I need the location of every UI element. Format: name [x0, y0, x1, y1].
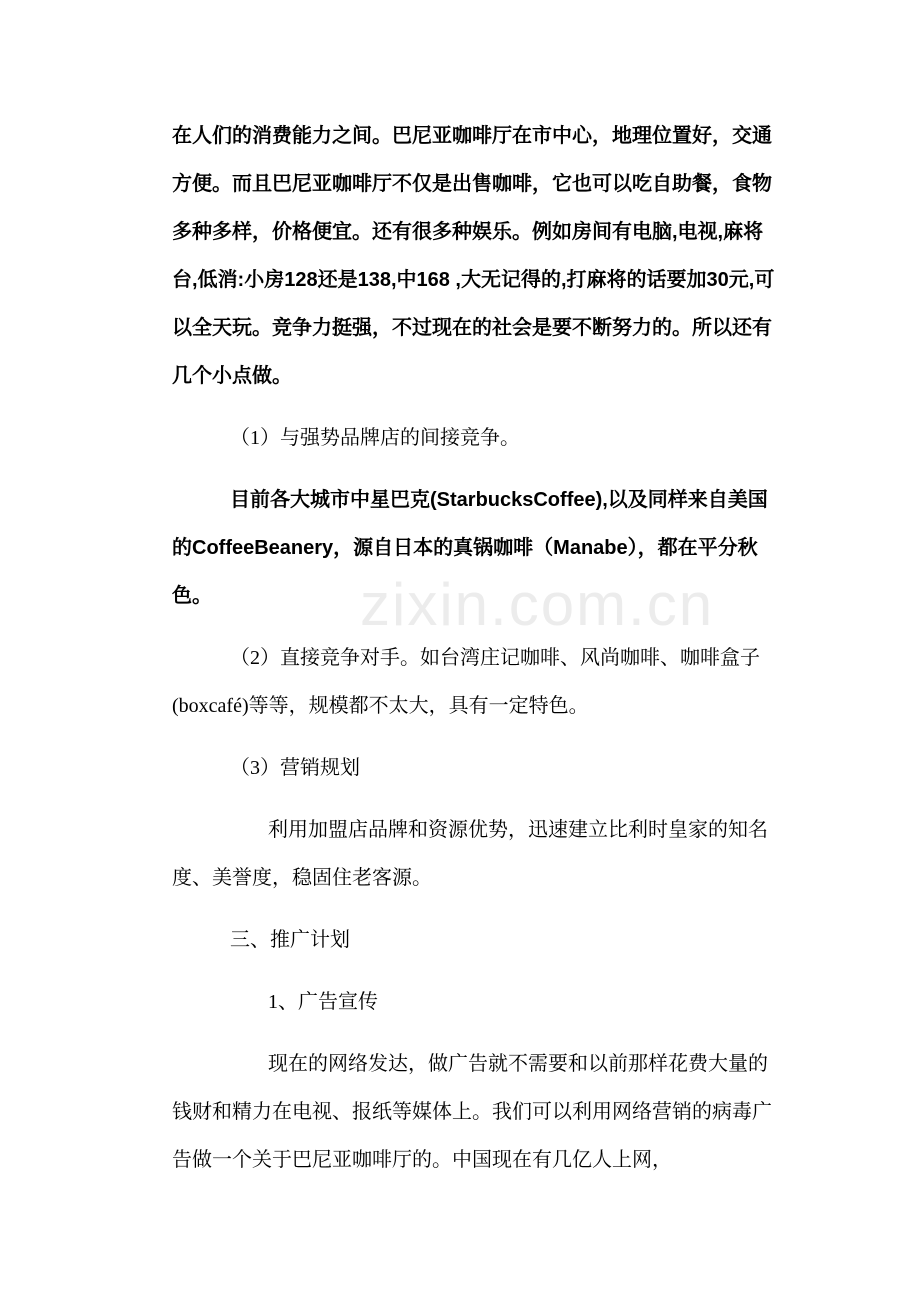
paragraph-direct-competitors: （2）直接竞争对手。如台湾庄记咖啡、风尚咖啡、咖啡盒子(boxcafé)等等，规模都不太大，具有一定特色。 [172, 647, 760, 717]
paragraph-brand-competitors: 目前各大城市中星巴克(StarbucksCoffee),以及同样来自美国的CoffeeBeanery，源自日本的真锅咖啡（Manabe），都在平分秋色。 [172, 489, 768, 607]
subheading-advertising: 1、广告宣传 [268, 991, 378, 1013]
paragraph-franchise-advantage: 利用加盟店品牌和资源优势，迅速建立比利时皇家的知名度、美誉度，稳固住老客源。 [172, 819, 768, 889]
paragraph-online-advertising: 现在的网络发达，做广告就不需要和以前那样花费大量的钱财和精力在电视、报纸等媒体上。我们可以利用网络营销的病毒广告做一个关于巴尼亚咖啡厅的。中国现在有几亿人上网， [172, 1053, 772, 1171]
paragraph-indirect-competition: （1）与强势品牌店的间接竞争。 [230, 427, 520, 449]
section-heading-promotion-plan: 三、推广计划 [230, 929, 350, 951]
document-body [172, 112, 784, 1184]
watermark: zixin.com.cn [360, 571, 715, 638]
paragraph-marketing-plan-heading: （3）营销规划 [230, 757, 360, 779]
paragraph-consumption: 在人们的消费能力之间。巴尼亚咖啡厅在市中心，地理位置好，交通方便。而且巴尼亚咖啡厅不仅是出售咖啡，它也可以吃自助餐，食物多种多样，价格便宜。还有很多种娱乐。例如房间有电脑,电视,麻将台,低消:小房128还是138,中168 ,大无记得的,打麻将的话要加30元,可以全天玩。竞争力挺强，不过现在的社会是要不断努力的。所以还有几个小点做。 [172, 125, 775, 387]
